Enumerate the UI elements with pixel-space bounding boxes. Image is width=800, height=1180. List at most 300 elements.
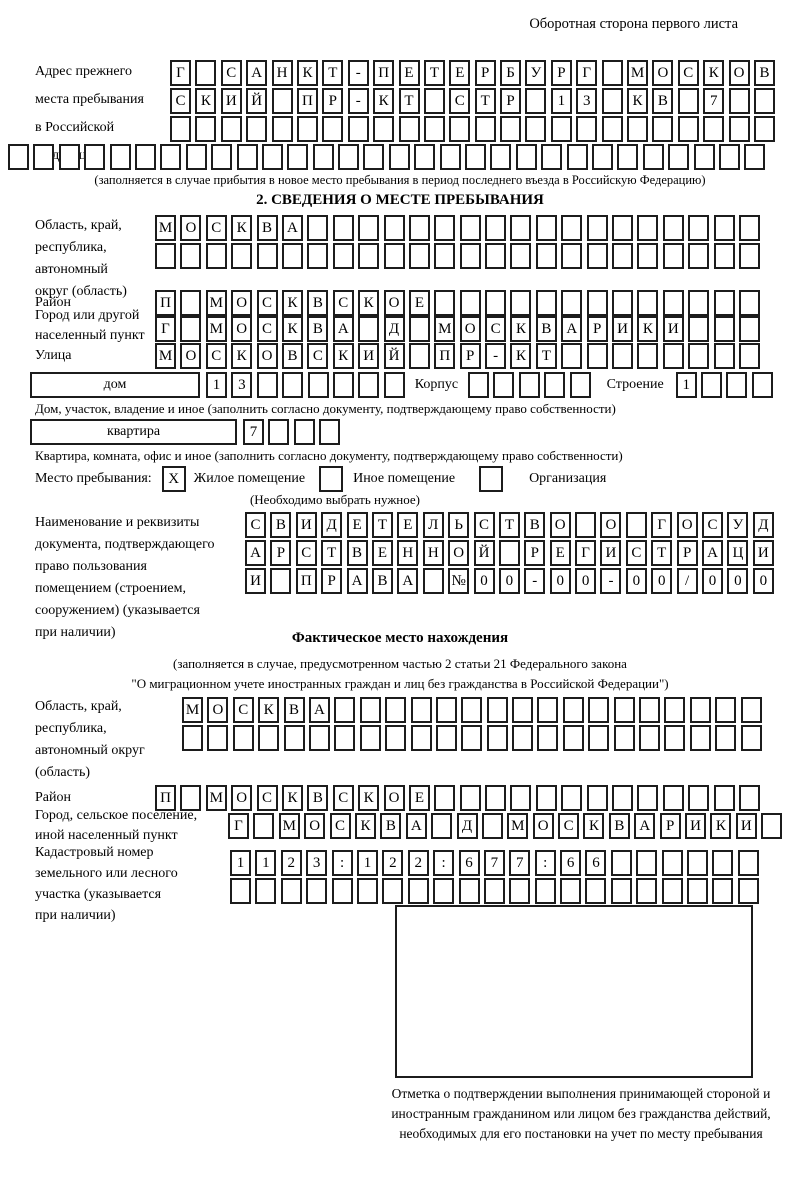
char-cell[interactable]: П — [373, 60, 394, 86]
char-cell[interactable]: И — [736, 813, 757, 839]
char-cell[interactable] — [431, 813, 452, 839]
char-cell[interactable] — [570, 372, 591, 398]
char-cell[interactable]: 1 — [551, 88, 572, 114]
house-number-cells[interactable] — [206, 372, 405, 398]
char-cell[interactable]: Т — [499, 512, 520, 538]
char-cell[interactable]: С — [307, 343, 328, 369]
char-cell[interactable] — [729, 88, 750, 114]
char-cell[interactable]: К — [231, 343, 252, 369]
char-cell[interactable]: 6 — [459, 850, 480, 876]
char-cell[interactable] — [694, 144, 715, 170]
char-cell[interactable]: О — [231, 316, 252, 342]
char-cell[interactable]: Р — [587, 316, 608, 342]
char-cell[interactable] — [587, 785, 608, 811]
region-row-1[interactable] — [155, 215, 760, 241]
char-cell[interactable]: Г — [228, 813, 249, 839]
char-cell[interactable] — [612, 343, 633, 369]
char-cell[interactable] — [536, 290, 557, 316]
char-cell[interactable] — [253, 813, 274, 839]
char-cell[interactable]: 7 — [243, 419, 264, 445]
char-cell[interactable] — [282, 372, 303, 398]
char-cell[interactable] — [752, 372, 773, 398]
char-cell[interactable] — [510, 785, 531, 811]
char-cell[interactable]: У — [727, 512, 748, 538]
char-cell[interactable] — [563, 697, 584, 723]
char-cell[interactable] — [306, 878, 327, 904]
char-cell[interactable]: Т — [321, 540, 342, 566]
char-cell[interactable] — [510, 290, 531, 316]
char-cell[interactable]: У — [525, 60, 546, 86]
char-cell[interactable] — [714, 343, 735, 369]
char-cell[interactable] — [537, 725, 558, 751]
char-cell[interactable] — [509, 878, 530, 904]
char-cell[interactable]: 2 — [281, 850, 302, 876]
char-cell[interactable]: В — [536, 316, 557, 342]
char-cell[interactable]: Г — [170, 60, 191, 86]
char-cell[interactable] — [688, 243, 709, 269]
prev-address-row-2[interactable] — [170, 88, 775, 114]
char-cell[interactable]: Г — [651, 512, 672, 538]
char-cell[interactable]: О — [207, 697, 228, 723]
char-cell[interactable]: К — [373, 88, 394, 114]
char-cell[interactable] — [627, 116, 648, 142]
char-cell[interactable] — [602, 116, 623, 142]
char-cell[interactable] — [741, 697, 762, 723]
char-cell[interactable]: О — [384, 785, 405, 811]
char-cell[interactable] — [662, 878, 683, 904]
char-cell[interactable] — [207, 725, 228, 751]
char-cell[interactable] — [587, 243, 608, 269]
char-cell[interactable] — [739, 215, 760, 241]
char-cell[interactable] — [664, 725, 685, 751]
char-cell[interactable]: Е — [409, 290, 430, 316]
char-cell[interactable] — [409, 243, 430, 269]
char-cell[interactable] — [460, 243, 481, 269]
char-cell[interactable] — [602, 88, 623, 114]
char-cell[interactable] — [588, 697, 609, 723]
char-cell[interactable] — [712, 850, 733, 876]
char-cell[interactable]: П — [155, 290, 176, 316]
char-cell[interactable] — [614, 725, 635, 751]
cadastre-row-2[interactable] — [230, 878, 759, 904]
char-cell[interactable]: Р — [460, 343, 481, 369]
actual-region-row-1[interactable] — [182, 697, 762, 723]
char-cell[interactable]: С — [474, 512, 495, 538]
char-cell[interactable]: П — [155, 785, 176, 811]
char-cell[interactable] — [313, 144, 334, 170]
char-cell[interactable] — [262, 144, 283, 170]
char-cell[interactable] — [688, 785, 709, 811]
char-cell[interactable] — [287, 144, 308, 170]
char-cell[interactable] — [284, 725, 305, 751]
char-cell[interactable]: П — [434, 343, 455, 369]
char-cell[interactable] — [637, 343, 658, 369]
char-cell[interactable] — [576, 116, 597, 142]
char-cell[interactable] — [500, 116, 521, 142]
char-cell[interactable]: Т — [372, 512, 393, 538]
char-cell[interactable] — [587, 215, 608, 241]
char-cell[interactable] — [322, 116, 343, 142]
char-cell[interactable]: О — [231, 290, 252, 316]
char-cell[interactable] — [373, 116, 394, 142]
char-cell[interactable]: Ь — [448, 512, 469, 538]
char-cell[interactable]: Т — [475, 88, 496, 114]
char-cell[interactable] — [231, 243, 252, 269]
char-cell[interactable]: Р — [524, 540, 545, 566]
char-cell[interactable] — [561, 785, 582, 811]
char-cell[interactable]: А — [282, 215, 303, 241]
char-cell[interactable] — [512, 725, 533, 751]
char-cell[interactable]: К — [282, 785, 303, 811]
char-cell[interactable] — [612, 215, 633, 241]
char-cell[interactable] — [461, 697, 482, 723]
char-cell[interactable] — [663, 785, 684, 811]
char-cell[interactable]: Г — [155, 316, 176, 342]
char-cell[interactable] — [664, 697, 685, 723]
char-cell[interactable] — [270, 568, 291, 594]
char-cell[interactable] — [738, 878, 759, 904]
char-cell[interactable] — [561, 290, 582, 316]
char-cell[interactable] — [739, 343, 760, 369]
char-cell[interactable]: - — [348, 88, 369, 114]
char-cell[interactable] — [602, 60, 623, 86]
char-cell[interactable] — [309, 725, 330, 751]
char-cell[interactable]: А — [397, 568, 418, 594]
char-cell[interactable] — [575, 512, 596, 538]
char-cell[interactable]: 0 — [550, 568, 571, 594]
char-cell[interactable]: 7 — [509, 850, 530, 876]
char-cell[interactable] — [307, 215, 328, 241]
char-cell[interactable] — [180, 290, 201, 316]
char-cell[interactable] — [663, 243, 684, 269]
char-cell[interactable] — [180, 316, 201, 342]
char-cell[interactable] — [614, 697, 635, 723]
char-cell[interactable]: К — [231, 215, 252, 241]
char-cell[interactable]: И — [753, 540, 774, 566]
char-cell[interactable]: Г — [576, 60, 597, 86]
char-cell[interactable]: О — [180, 343, 201, 369]
char-cell[interactable] — [272, 116, 293, 142]
char-cell[interactable]: 2 — [408, 850, 429, 876]
char-cell[interactable] — [510, 243, 531, 269]
char-cell[interactable]: 1 — [230, 850, 251, 876]
char-cell[interactable] — [33, 144, 54, 170]
char-cell[interactable]: Д — [753, 512, 774, 538]
char-cell[interactable] — [237, 144, 258, 170]
char-cell[interactable] — [563, 725, 584, 751]
char-cell[interactable] — [739, 316, 760, 342]
char-cell[interactable]: К — [510, 316, 531, 342]
char-cell[interactable]: Н — [423, 540, 444, 566]
char-cell[interactable] — [741, 725, 762, 751]
char-cell[interactable]: К — [627, 88, 648, 114]
char-cell[interactable] — [348, 116, 369, 142]
char-cell[interactable]: Е — [449, 60, 470, 86]
char-cell[interactable]: О — [533, 813, 554, 839]
char-cell[interactable]: К — [258, 697, 279, 723]
char-cell[interactable] — [409, 316, 430, 342]
char-cell[interactable]: О — [460, 316, 481, 342]
char-cell[interactable] — [440, 144, 461, 170]
char-cell[interactable] — [468, 372, 489, 398]
char-cell[interactable] — [460, 215, 481, 241]
char-cell[interactable] — [436, 697, 457, 723]
char-cell[interactable] — [612, 243, 633, 269]
char-cell[interactable]: К — [282, 316, 303, 342]
char-cell[interactable] — [221, 116, 242, 142]
char-cell[interactable]: С — [485, 316, 506, 342]
char-cell[interactable]: В — [524, 512, 545, 538]
char-cell[interactable] — [701, 372, 722, 398]
char-cell[interactable] — [84, 144, 105, 170]
char-cell[interactable]: К — [583, 813, 604, 839]
char-cell[interactable]: 0 — [753, 568, 774, 594]
char-cell[interactable] — [652, 116, 673, 142]
char-cell[interactable] — [434, 290, 455, 316]
char-cell[interactable]: 7 — [703, 88, 724, 114]
char-cell[interactable]: И — [685, 813, 706, 839]
char-cell[interactable]: Й — [474, 540, 495, 566]
char-cell[interactable] — [155, 243, 176, 269]
char-cell[interactable] — [714, 243, 735, 269]
char-cell[interactable]: Е — [397, 512, 418, 538]
char-cell[interactable]: А — [406, 813, 427, 839]
city-row[interactable] — [155, 316, 760, 342]
char-cell[interactable]: М — [507, 813, 528, 839]
checkbox-dwelling[interactable]: X — [162, 466, 186, 492]
char-cell[interactable]: М — [627, 60, 648, 86]
char-cell[interactable] — [195, 60, 216, 86]
char-cell[interactable] — [423, 568, 444, 594]
char-cell[interactable] — [729, 116, 750, 142]
char-cell[interactable] — [544, 372, 565, 398]
char-cell[interactable]: С — [558, 813, 579, 839]
char-cell[interactable]: А — [245, 540, 266, 566]
char-cell[interactable] — [319, 419, 340, 445]
char-cell[interactable] — [485, 215, 506, 241]
char-cell[interactable]: М — [155, 215, 176, 241]
char-cell[interactable] — [384, 372, 405, 398]
char-cell[interactable]: А — [309, 697, 330, 723]
char-cell[interactable] — [541, 144, 562, 170]
char-cell[interactable] — [663, 290, 684, 316]
char-cell[interactable]: К — [333, 343, 354, 369]
char-cell[interactable] — [294, 419, 315, 445]
char-cell[interactable] — [484, 878, 505, 904]
char-cell[interactable] — [637, 290, 658, 316]
char-cell[interactable]: Д — [321, 512, 342, 538]
char-cell[interactable] — [358, 316, 379, 342]
char-cell[interactable] — [637, 215, 658, 241]
char-cell[interactable] — [485, 243, 506, 269]
char-cell[interactable]: О — [257, 343, 278, 369]
char-cell[interactable]: Л — [423, 512, 444, 538]
char-cell[interactable]: С — [221, 60, 242, 86]
char-cell[interactable] — [678, 116, 699, 142]
char-cell[interactable]: Т — [651, 540, 672, 566]
char-cell[interactable] — [525, 116, 546, 142]
char-cell[interactable]: 1 — [357, 850, 378, 876]
char-cell[interactable] — [135, 144, 156, 170]
char-cell[interactable] — [499, 540, 520, 566]
char-cell[interactable]: С — [206, 215, 227, 241]
char-cell[interactable]: А — [702, 540, 723, 566]
street-row[interactable] — [155, 343, 760, 369]
checkbox-other-premises[interactable] — [319, 466, 343, 492]
char-cell[interactable]: К — [703, 60, 724, 86]
char-cell[interactable]: Й — [384, 343, 405, 369]
char-cell[interactable] — [561, 343, 582, 369]
char-cell[interactable] — [738, 850, 759, 876]
char-cell[interactable]: : — [535, 850, 556, 876]
char-cell[interactable]: С — [257, 316, 278, 342]
district-row[interactable] — [155, 290, 760, 316]
char-cell[interactable] — [715, 725, 736, 751]
char-cell[interactable]: Р — [475, 60, 496, 86]
actual-region-row-2[interactable] — [182, 725, 762, 751]
apartment-number-cells[interactable] — [243, 419, 340, 445]
char-cell[interactable] — [59, 144, 80, 170]
char-cell[interactable]: 0 — [651, 568, 672, 594]
char-cell[interactable] — [754, 88, 775, 114]
char-cell[interactable]: И — [245, 568, 266, 594]
char-cell[interactable]: № — [448, 568, 469, 594]
char-cell[interactable] — [424, 116, 445, 142]
char-cell[interactable]: В — [380, 813, 401, 839]
char-cell[interactable] — [433, 878, 454, 904]
char-cell[interactable] — [255, 878, 276, 904]
char-cell[interactable] — [389, 144, 410, 170]
char-cell[interactable]: 0 — [575, 568, 596, 594]
char-cell[interactable]: С — [233, 697, 254, 723]
char-cell[interactable]: К — [510, 343, 531, 369]
char-cell[interactable]: 3 — [576, 88, 597, 114]
char-cell[interactable]: Р — [500, 88, 521, 114]
char-cell[interactable] — [170, 116, 191, 142]
document-row-1[interactable] — [245, 512, 774, 538]
char-cell[interactable]: К — [637, 316, 658, 342]
char-cell[interactable] — [567, 144, 588, 170]
char-cell[interactable] — [516, 144, 537, 170]
char-cell[interactable]: Й — [246, 88, 267, 114]
char-cell[interactable]: С — [678, 60, 699, 86]
char-cell[interactable]: С — [333, 290, 354, 316]
char-cell[interactable] — [482, 813, 503, 839]
char-cell[interactable]: О — [384, 290, 405, 316]
char-cell[interactable]: 6 — [560, 850, 581, 876]
char-cell[interactable] — [712, 878, 733, 904]
char-cell[interactable]: В — [257, 215, 278, 241]
char-cell[interactable] — [434, 243, 455, 269]
char-cell[interactable] — [761, 813, 782, 839]
char-cell[interactable]: О — [677, 512, 698, 538]
char-cell[interactable]: О — [652, 60, 673, 86]
char-cell[interactable]: О — [600, 512, 621, 538]
char-cell[interactable]: С — [245, 512, 266, 538]
char-cell[interactable]: Е — [399, 60, 420, 86]
char-cell[interactable]: А — [246, 60, 267, 86]
char-cell[interactable]: 2 — [382, 850, 403, 876]
char-cell[interactable]: М — [206, 316, 227, 342]
char-cell[interactable]: С — [449, 88, 470, 114]
char-cell[interactable] — [688, 316, 709, 342]
region-row-2[interactable] — [155, 243, 760, 269]
char-cell[interactable]: В — [270, 512, 291, 538]
char-cell[interactable]: Б — [500, 60, 521, 86]
char-cell[interactable]: Т — [536, 343, 557, 369]
char-cell[interactable] — [411, 725, 432, 751]
char-cell[interactable]: Ц — [727, 540, 748, 566]
char-cell[interactable]: В — [282, 343, 303, 369]
char-cell[interactable] — [363, 144, 384, 170]
document-row-3[interactable] — [245, 568, 774, 594]
char-cell[interactable]: Е — [409, 785, 430, 811]
char-cell[interactable] — [399, 116, 420, 142]
char-cell[interactable]: В — [754, 60, 775, 86]
char-cell[interactable] — [561, 243, 582, 269]
char-cell[interactable] — [688, 215, 709, 241]
char-cell[interactable]: - — [524, 568, 545, 594]
char-cell[interactable]: 0 — [474, 568, 495, 594]
char-cell[interactable] — [739, 785, 760, 811]
char-cell[interactable]: Р — [321, 568, 342, 594]
char-cell[interactable] — [739, 243, 760, 269]
char-cell[interactable]: И — [612, 316, 633, 342]
char-cell[interactable] — [585, 878, 606, 904]
char-cell[interactable]: В — [307, 290, 328, 316]
char-cell[interactable]: С — [296, 540, 317, 566]
stroenie-cells[interactable] — [676, 372, 773, 398]
char-cell[interactable]: О — [448, 540, 469, 566]
char-cell[interactable] — [561, 215, 582, 241]
char-cell[interactable] — [688, 343, 709, 369]
char-cell[interactable]: В — [284, 697, 305, 723]
char-cell[interactable] — [182, 725, 203, 751]
char-cell[interactable]: С — [257, 785, 278, 811]
char-cell[interactable] — [257, 243, 278, 269]
char-cell[interactable] — [409, 215, 430, 241]
char-cell[interactable]: В — [652, 88, 673, 114]
char-cell[interactable] — [487, 725, 508, 751]
char-cell[interactable] — [703, 116, 724, 142]
char-cell[interactable]: - — [485, 343, 506, 369]
char-cell[interactable] — [587, 343, 608, 369]
char-cell[interactable] — [449, 116, 470, 142]
char-cell[interactable]: П — [297, 88, 318, 114]
char-cell[interactable] — [382, 878, 403, 904]
char-cell[interactable] — [688, 290, 709, 316]
char-cell[interactable] — [338, 144, 359, 170]
char-cell[interactable]: 7 — [484, 850, 505, 876]
char-cell[interactable] — [233, 725, 254, 751]
char-cell[interactable] — [360, 725, 381, 751]
char-cell[interactable]: Т — [399, 88, 420, 114]
char-cell[interactable]: С — [330, 813, 351, 839]
char-cell[interactable]: О — [304, 813, 325, 839]
char-cell[interactable]: 0 — [702, 568, 723, 594]
char-cell[interactable]: К — [297, 60, 318, 86]
char-cell[interactable] — [8, 144, 29, 170]
char-cell[interactable] — [434, 785, 455, 811]
char-cell[interactable] — [333, 372, 354, 398]
char-cell[interactable] — [460, 785, 481, 811]
char-cell[interactable] — [357, 878, 378, 904]
char-cell[interactable] — [719, 144, 740, 170]
char-cell[interactable]: С — [702, 512, 723, 538]
char-cell[interactable] — [626, 512, 647, 538]
actual-district-row[interactable] — [155, 785, 760, 811]
char-cell[interactable] — [358, 243, 379, 269]
